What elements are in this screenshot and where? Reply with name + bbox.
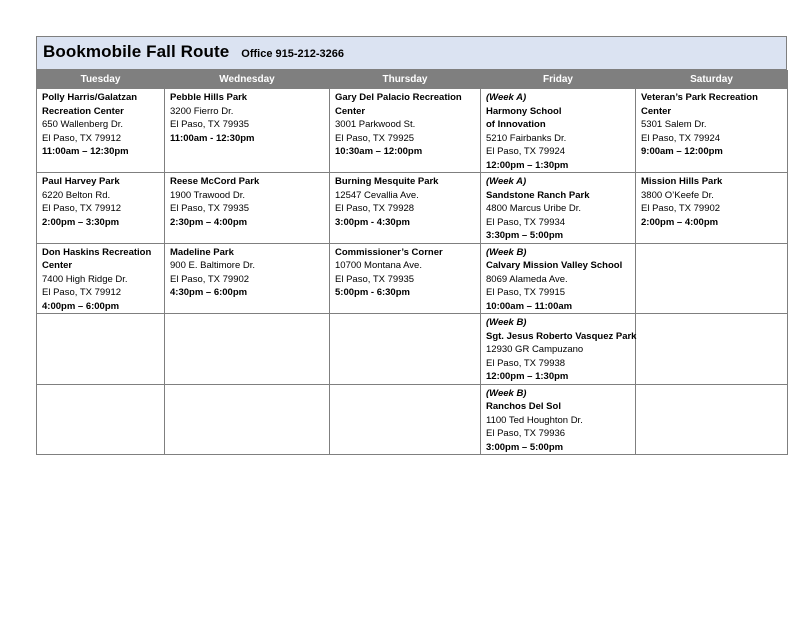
- street-address: 12547 Cevallia Ave.: [335, 189, 419, 201]
- visit-time: 12:00pm – 1:30pm: [486, 159, 569, 171]
- empty-cell: [636, 314, 788, 385]
- stop-cell: [636, 89, 788, 173]
- stop-cell: [37, 243, 165, 314]
- street-address: 12930 GR Campuzano: [486, 344, 584, 355]
- empty-cell: [636, 384, 788, 455]
- empty-cell: [37, 384, 165, 455]
- street-address: 8069 Alameda Ave.: [486, 273, 568, 285]
- empty-cell: [165, 384, 330, 455]
- day-header-wednesday: Wednesday: [165, 71, 330, 89]
- week-label: (Week A): [486, 92, 527, 103]
- stop-cell: [481, 173, 636, 244]
- week-label: (Week B): [486, 387, 527, 399]
- city-state-zip: El Paso, TX 79915: [486, 287, 566, 298]
- visit-time: 5:00pm - 6:30pm: [335, 287, 410, 298]
- location-name: Commissioner’s Corner: [335, 246, 443, 258]
- visit-time: 2:00pm – 3:30pm: [42, 216, 120, 228]
- street-address: 1100 Ted Houghton Dr.: [486, 414, 583, 426]
- city-state-zip: El Paso, TX 79938: [486, 357, 566, 369]
- stop-cell: [165, 89, 330, 173]
- schedule-page: [36, 36, 787, 455]
- location-name: Pebble Hills Park: [170, 92, 248, 103]
- week-label: (Week A): [486, 176, 527, 187]
- city-state-zip: El Paso, TX 79924: [641, 132, 721, 144]
- visit-time: 11:00am - 12:30pm: [170, 132, 255, 144]
- city-state-zip: El Paso, TX 79935: [170, 119, 250, 130]
- visit-time: 2:30pm – 4:00pm: [170, 216, 248, 228]
- empty-cell: [165, 314, 330, 385]
- street-address: 5210 Fairbanks Dr.: [486, 132, 567, 144]
- empty-cell: [636, 243, 788, 314]
- stop-cell: [165, 243, 330, 314]
- city-state-zip: El Paso, TX 79935: [170, 203, 250, 214]
- location-name: Reese McCord Park: [170, 176, 260, 187]
- day-header-row: [37, 71, 788, 89]
- stop-cell: [481, 243, 636, 314]
- location-name: Gary Del Palacio Recreation: [335, 92, 462, 103]
- city-state-zip: El Paso, TX 79935: [335, 273, 415, 285]
- street-address: 5301 Salem Dr.: [641, 119, 707, 130]
- location-name: Paul Harvey Park: [42, 176, 120, 187]
- visit-time: 9:00am – 12:00pm: [641, 146, 723, 157]
- stop-cell: [481, 314, 636, 385]
- location-name: Center: [641, 105, 672, 117]
- table-row: [37, 173, 788, 244]
- visit-time: 12:00pm – 1:30pm: [486, 371, 569, 382]
- table-row: [37, 89, 788, 173]
- week-label: (Week B): [486, 246, 527, 258]
- visit-time: 11:00am – 12:30pm: [42, 146, 129, 157]
- visit-time: 2:00pm – 4:00pm: [641, 216, 719, 228]
- office-phone: Office 915-212-3266: [241, 48, 345, 60]
- location-name: Calvary Mission Valley School: [486, 260, 623, 271]
- location-name: Center: [335, 105, 366, 117]
- location-name: Center: [42, 260, 73, 271]
- day-header-tuesday: Tuesday: [37, 71, 165, 89]
- city-state-zip: El Paso, TX 79934: [486, 216, 566, 228]
- visit-time: 10:00am – 11:00am: [486, 300, 573, 312]
- city-state-zip: El Paso, TX 79912: [42, 203, 122, 214]
- stop-cell: [330, 173, 481, 244]
- street-address: 3800 O’Keefe Dr.: [641, 189, 714, 201]
- location-name: Polly Harris/Galatzan: [42, 92, 138, 103]
- visit-time: 3:00pm - 4:30pm: [335, 216, 410, 228]
- week-label: (Week B): [486, 317, 527, 328]
- stop-cell: [330, 243, 481, 314]
- location-name: Veteran’s Park Recreation: [641, 92, 758, 103]
- location-name: Mission Hills Park: [641, 176, 723, 187]
- location-name: of Innovation: [486, 119, 546, 130]
- empty-cell: [330, 314, 481, 385]
- stop-cell: [636, 173, 788, 244]
- title-bar: [36, 36, 787, 70]
- table-row: [37, 243, 788, 314]
- visit-time: 3:30pm – 5:00pm: [486, 230, 564, 241]
- location-name: Sandstone Ranch Park: [486, 189, 590, 201]
- street-address: 1900 Trawood Dr.: [170, 189, 245, 201]
- location-name: Madeline Park: [170, 246, 234, 258]
- table-row: [37, 384, 788, 455]
- city-state-zip: El Paso, TX 79928: [335, 203, 415, 214]
- stop-cell: [481, 384, 636, 455]
- stop-cell: [481, 89, 636, 173]
- empty-cell: [330, 384, 481, 455]
- city-state-zip: El Paso, TX 79902: [641, 203, 721, 214]
- location-name: Burning Mesquite Park: [335, 176, 439, 187]
- city-state-zip: El Paso, TX 79902: [170, 273, 250, 285]
- city-state-zip: El Paso, TX 79925: [335, 132, 415, 144]
- street-address: 4800 Marcus Uribe Dr.: [486, 203, 582, 214]
- stop-cell: [37, 173, 165, 244]
- route-body: [37, 89, 788, 455]
- table-row: [37, 314, 788, 385]
- street-address: 650 Wallenberg Dr.: [42, 119, 123, 130]
- street-address: 3200 Fierro Dr.: [170, 105, 234, 117]
- page-title: Bookmobile Fall Route: [43, 42, 230, 61]
- empty-cell: [37, 314, 165, 385]
- street-address: 10700 Montana Ave.: [335, 260, 422, 271]
- street-address: 3001 Parkwood St.: [335, 119, 416, 130]
- location-name: Ranchos Del Sol: [486, 401, 561, 412]
- city-state-zip: El Paso, TX 79924: [486, 146, 566, 157]
- location-name: Sgt. Jesus Roberto Vasquez Park: [486, 330, 637, 342]
- stop-cell: [37, 89, 165, 173]
- day-header-thursday: Thursday: [330, 71, 481, 89]
- location-name: Harmony School: [486, 105, 562, 117]
- visit-time: 10:30am – 12:00pm: [335, 146, 423, 157]
- location-name: Recreation Center: [42, 105, 124, 117]
- day-header-friday: Friday: [481, 71, 636, 89]
- visit-time: 4:30pm – 6:00pm: [170, 287, 248, 298]
- stop-cell: [165, 173, 330, 244]
- visit-time: 3:00pm – 5:00pm: [486, 441, 564, 453]
- city-state-zip: El Paso, TX 79912: [42, 132, 122, 144]
- visit-time: 4:00pm – 6:00pm: [42, 300, 120, 312]
- location-name: Don Haskins Recreation: [42, 246, 152, 258]
- street-address: 900 E. Baltimore Dr.: [170, 260, 256, 271]
- city-state-zip: El Paso, TX 79936: [486, 428, 566, 439]
- street-address: 7400 High Ridge Dr.: [42, 273, 128, 285]
- route-table: [36, 70, 788, 455]
- city-state-zip: El Paso, TX 79912: [42, 287, 122, 298]
- street-address: 6220 Belton Rd.: [42, 189, 111, 201]
- stop-cell: [330, 89, 481, 173]
- day-header-saturday: Saturday: [636, 71, 788, 89]
